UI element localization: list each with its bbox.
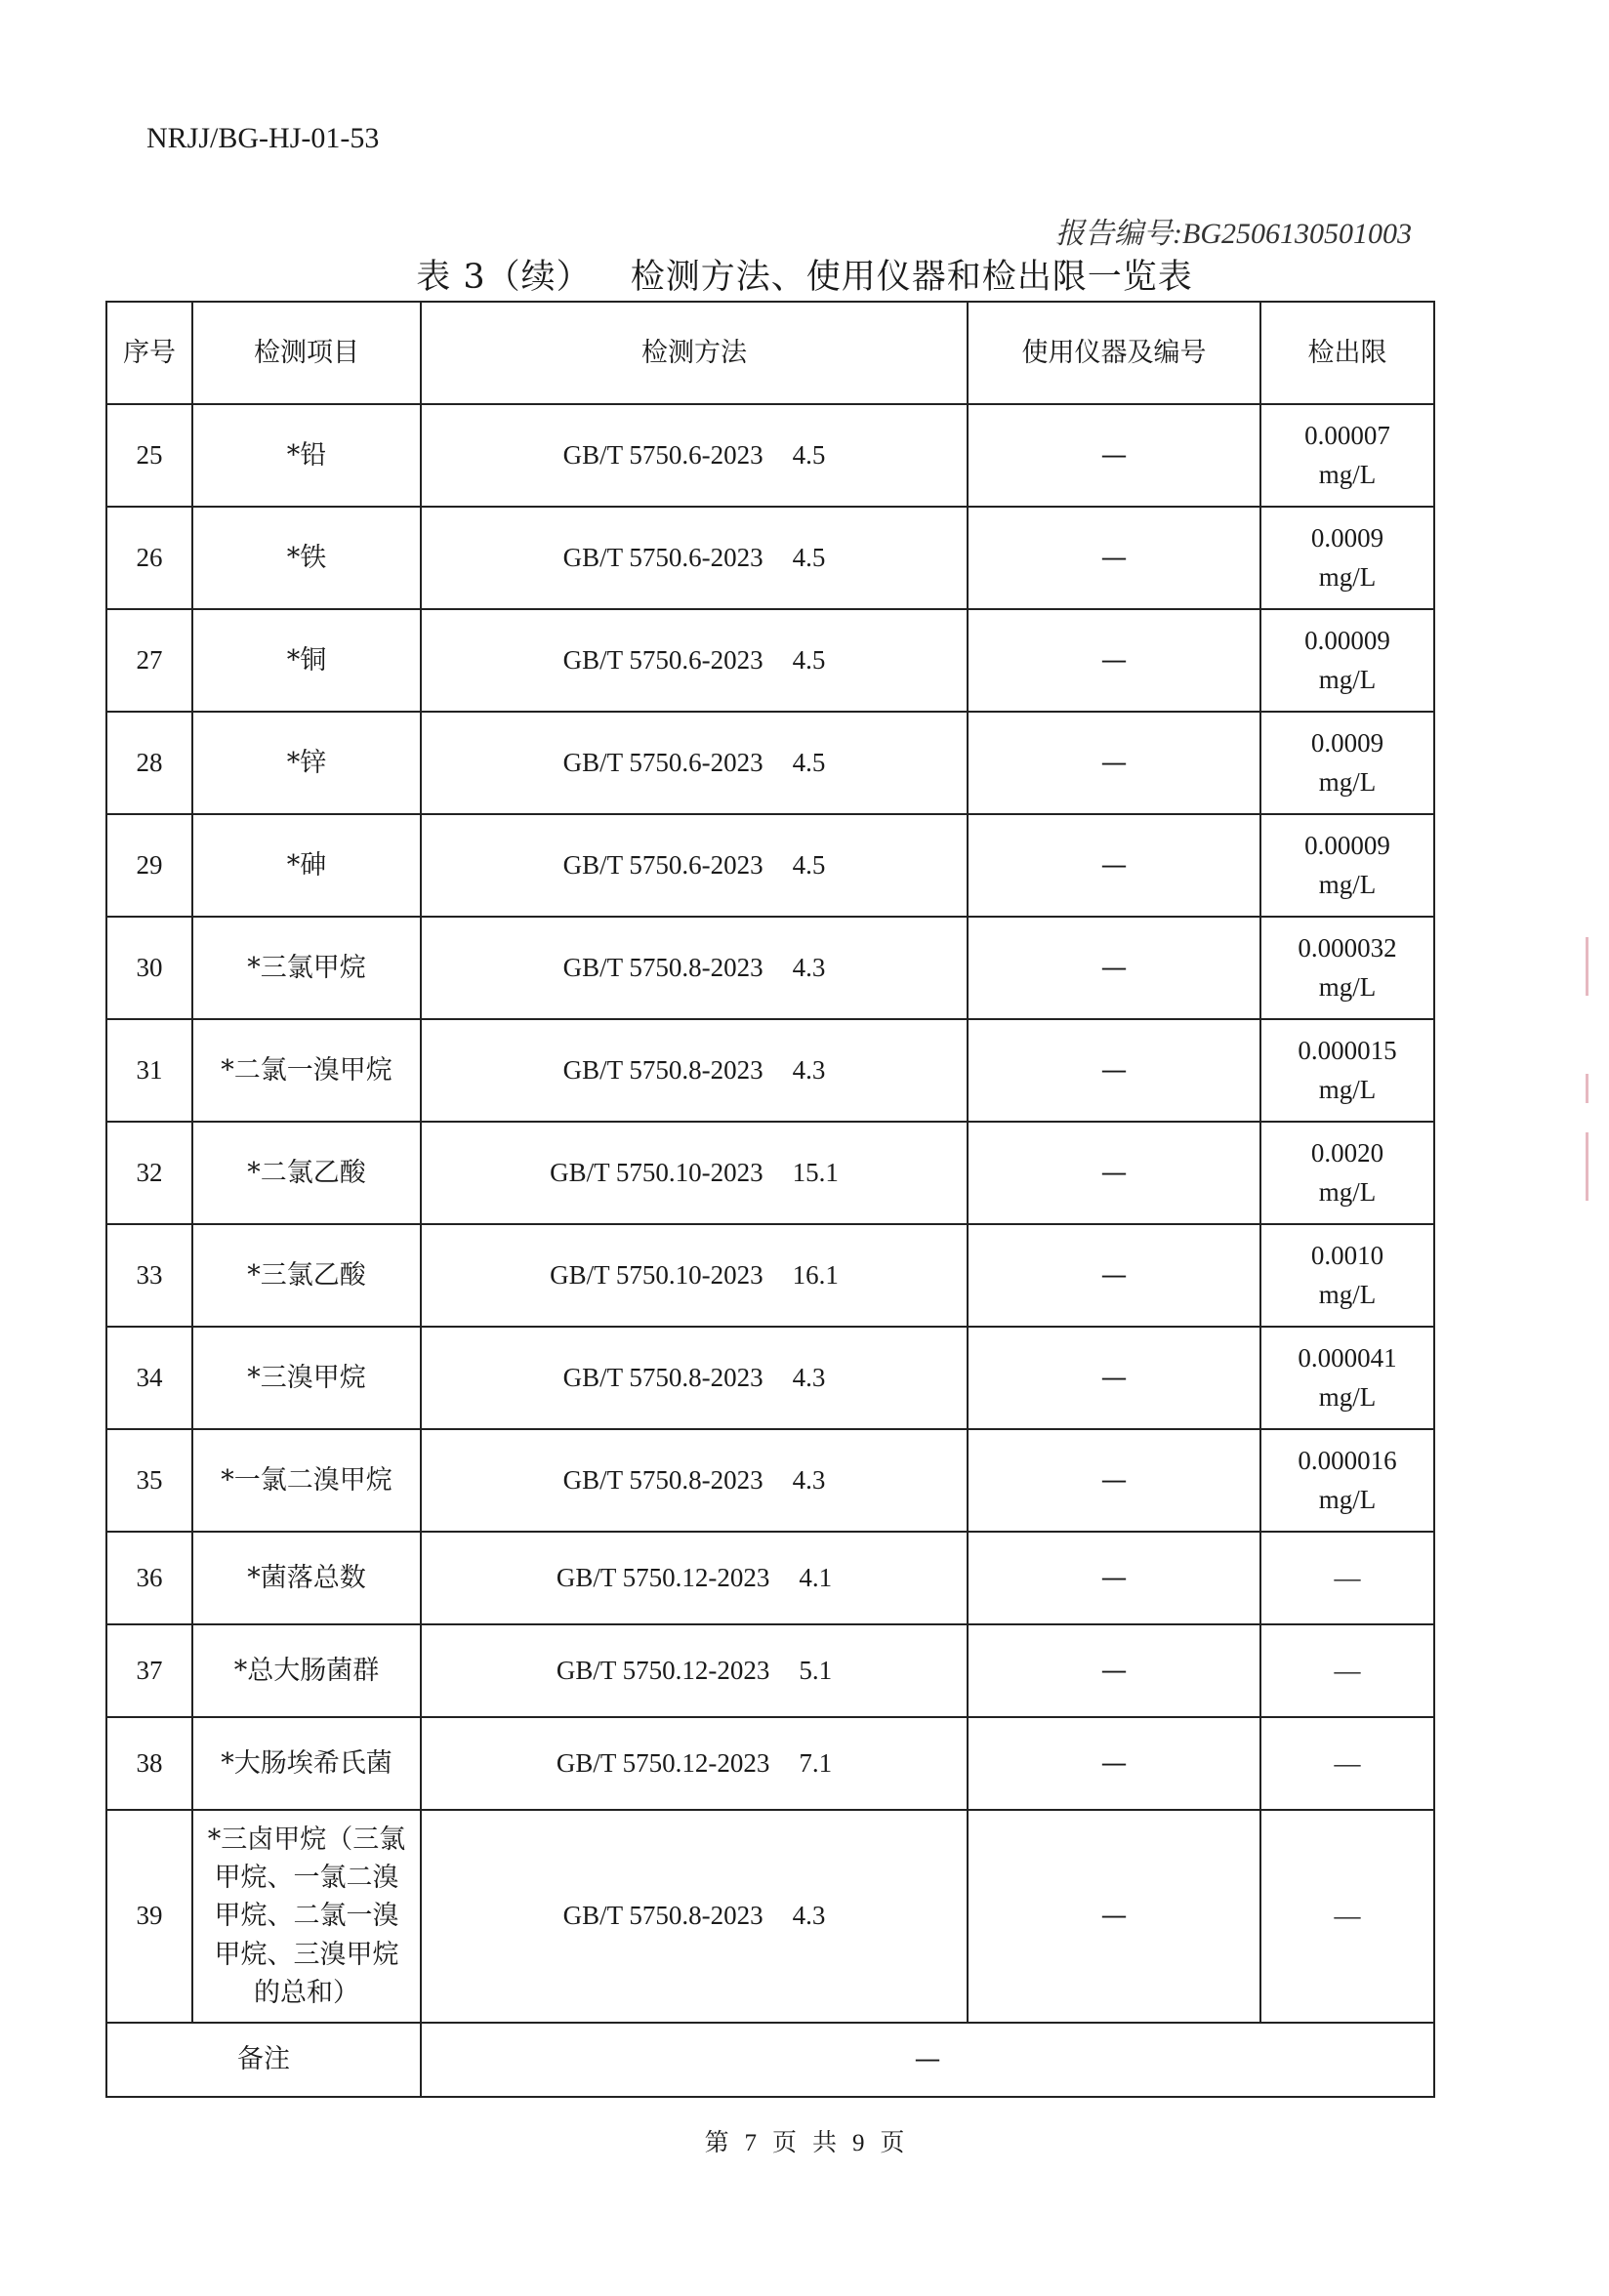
test-method (421, 1624, 968, 1717)
test-item: *二氯乙酸 (192, 1122, 421, 1224)
method-standard: GB/T 5750.8-2023 (562, 1362, 763, 1392)
limit-unit: mg/L (1318, 1176, 1377, 1207)
method-clause: 4.3 (792, 952, 826, 982)
test-item-line: 甲烷、一氯二溴 (214, 1863, 399, 1894)
detection-limit (1260, 507, 1434, 609)
limit-unit: mg/L (1318, 561, 1377, 592)
row-number: 26 (106, 507, 192, 609)
instrument: — (968, 712, 1260, 814)
table-row (106, 1224, 1434, 1327)
instrument: — (968, 404, 1260, 507)
method-standard: GB/T 5750.8-2023 (562, 1901, 763, 1931)
instrument: — (968, 1019, 1260, 1122)
method-standard: GB/T 5750.12-2023 (556, 1562, 770, 1592)
footer-label: 页 (772, 2128, 798, 2156)
row-number: 29 (106, 814, 192, 917)
page-footer (0, 2123, 1609, 2158)
method-standard: GB/T 5750.10-2023 (550, 1157, 763, 1187)
test-method (421, 1532, 968, 1624)
table-row (106, 404, 1434, 507)
test-method (421, 1327, 968, 1429)
test-method (421, 1810, 968, 2023)
method-clause: 4.3 (792, 1054, 826, 1085)
instrument: — (968, 814, 1260, 917)
column-header-instrument: 使用仪器及编号 (968, 302, 1260, 404)
instrument: — (968, 507, 1260, 609)
row-number: 28 (106, 712, 192, 814)
table-caption (0, 250, 1609, 299)
test-item-line: *三卤甲烷（三氯 (207, 1824, 406, 1856)
limit-value: 0.00007 (1304, 421, 1390, 451)
limit-unit: mg/L (1318, 1381, 1377, 1412)
method-standard: GB/T 5750.6-2023 (562, 849, 763, 880)
scan-artifact (1586, 937, 1588, 996)
method-standard: GB/T 5750.8-2023 (562, 1464, 763, 1495)
instrument: — (968, 917, 1260, 1019)
test-item: *菌落总数 (192, 1532, 421, 1624)
instrument: — (968, 1810, 1260, 2023)
method-standard: GB/T 5750.8-2023 (562, 1054, 763, 1085)
column-header-method: 检测方法 (421, 302, 968, 404)
method-clause: 4.3 (792, 1362, 826, 1392)
row-number: 30 (106, 917, 192, 1019)
row-number: 36 (106, 1532, 192, 1624)
limit-unit: mg/L (1318, 869, 1377, 899)
test-item-line: 的总和） (254, 1977, 359, 2008)
scan-artifact (1586, 1132, 1588, 1201)
method-standard: GB/T 5750.10-2023 (550, 1259, 763, 1290)
footer-page-total: 9 (851, 2130, 865, 2156)
method-standard: GB/T 5750.6-2023 (562, 439, 763, 470)
table-caption-number: 表 3（续） (416, 258, 592, 297)
test-method (421, 609, 968, 712)
test-item: *锌 (192, 712, 421, 814)
limit-value: 0.00009 (1304, 831, 1390, 861)
test-item: *三氯甲烷 (192, 917, 421, 1019)
method-standard: GB/T 5750.6-2023 (562, 542, 763, 572)
method-standard: GB/T 5750.6-2023 (562, 747, 763, 777)
detection-limit (1260, 1224, 1434, 1327)
detection-limit (1260, 1122, 1434, 1224)
remarks-row (106, 2023, 1434, 2097)
method-clause: 4.1 (799, 1562, 833, 1592)
test-method (421, 1717, 968, 1810)
table-row (106, 507, 1434, 609)
method-clause: 4.5 (792, 849, 826, 880)
detection-limit (1260, 1327, 1434, 1429)
instrument: — (968, 1224, 1260, 1327)
detection-limit (1260, 712, 1434, 814)
detection-limit (1260, 917, 1434, 1019)
limit-value: 0.000016 (1298, 1446, 1397, 1476)
detection-limit (1260, 814, 1434, 917)
limit-unit: mg/L (1318, 766, 1377, 797)
method-clause: 4.5 (792, 439, 826, 470)
table-row (106, 1810, 1434, 2023)
test-item: *铜 (192, 609, 421, 712)
table-row (106, 917, 1434, 1019)
test-item: *砷 (192, 814, 421, 917)
instrument: — (968, 1532, 1260, 1624)
detection-limit (1260, 1429, 1434, 1532)
table-header-row (106, 302, 1434, 404)
table-row (106, 1717, 1434, 1810)
table-row (106, 1532, 1434, 1624)
column-header-no: 序号 (106, 302, 192, 404)
table-row (106, 1327, 1434, 1429)
report-number: 报告编号:BG2506130501003 (1055, 218, 1412, 250)
detection-limit: — (1260, 1810, 1434, 2023)
test-method (421, 1224, 968, 1327)
row-number: 38 (106, 1717, 192, 1810)
instrument: — (968, 609, 1260, 712)
test-item: *三氯乙酸 (192, 1224, 421, 1327)
table-row (106, 1429, 1434, 1532)
limit-value: 0.000015 (1298, 1036, 1397, 1066)
method-standard: GB/T 5750.12-2023 (556, 1655, 770, 1685)
test-item (192, 1810, 421, 2023)
test-method (421, 1019, 968, 1122)
table-row (106, 1624, 1434, 1717)
column-header-item: 检测项目 (192, 302, 421, 404)
limit-value: 0.000032 (1298, 933, 1397, 964)
limit-value: 0.0009 (1310, 523, 1384, 554)
instrument: — (968, 1327, 1260, 1429)
limit-unit: mg/L (1318, 459, 1377, 489)
table-caption-text: 检测方法、使用仪器和检出限一览表 (630, 258, 1193, 297)
row-number: 25 (106, 404, 192, 507)
detection-limit: — (1260, 1717, 1434, 1810)
scan-artifact (1586, 1074, 1588, 1103)
row-number: 39 (106, 1810, 192, 2023)
limit-unit: mg/L (1318, 1074, 1377, 1104)
row-number: 33 (106, 1224, 192, 1327)
column-header-limit: 检出限 (1260, 302, 1434, 404)
test-item: *铁 (192, 507, 421, 609)
limit-unit: mg/L (1318, 1484, 1377, 1514)
row-number: 32 (106, 1122, 192, 1224)
test-method (421, 404, 968, 507)
row-number: 37 (106, 1624, 192, 1717)
test-item: *总大肠菌群 (192, 1624, 421, 1717)
method-standard: GB/T 5750.6-2023 (562, 644, 763, 675)
table-row (106, 609, 1434, 712)
test-item: *三溴甲烷 (192, 1327, 421, 1429)
method-clause: 4.3 (792, 1901, 826, 1931)
table-row (106, 814, 1434, 917)
method-clause: 4.3 (792, 1464, 826, 1495)
method-clause: 4.5 (792, 644, 826, 675)
test-item: *二氯一溴甲烷 (192, 1019, 421, 1122)
document-code: NRJJ/BG-HJ-01-53 (146, 122, 380, 154)
detection-limit: — (1260, 1532, 1434, 1624)
row-number: 35 (106, 1429, 192, 1532)
table-row (106, 1019, 1434, 1122)
footer-label: 第 (704, 2128, 729, 2156)
test-method (421, 712, 968, 814)
footer-label: 页 (880, 2128, 905, 2156)
test-method (421, 1429, 968, 1532)
row-number: 31 (106, 1019, 192, 1122)
test-item-line: 甲烷、二氯一溴 (214, 1901, 399, 1932)
detection-limit: — (1260, 1624, 1434, 1717)
test-method (421, 814, 968, 917)
table-row (106, 1122, 1434, 1224)
limit-value: 0.0010 (1310, 1241, 1384, 1271)
limit-value: 0.0020 (1310, 1138, 1384, 1168)
instrument: — (968, 1429, 1260, 1532)
test-method (421, 1122, 968, 1224)
remarks-label: 备注 (106, 2023, 421, 2097)
limit-unit: mg/L (1318, 971, 1377, 1002)
test-method (421, 507, 968, 609)
instrument: — (968, 1122, 1260, 1224)
test-item-line: 甲烷、三溴甲烷 (214, 1939, 399, 1970)
test-item: *铅 (192, 404, 421, 507)
limit-value: 0.000041 (1298, 1343, 1397, 1374)
method-clause: 4.5 (792, 542, 826, 572)
limit-value: 0.0009 (1310, 728, 1384, 758)
method-clause: 4.5 (792, 747, 826, 777)
method-clause: 15.1 (792, 1157, 839, 1187)
instrument: — (968, 1624, 1260, 1717)
remarks-value: — (421, 2023, 1434, 2097)
instrument: — (968, 1717, 1260, 1810)
test-item: *大肠埃希氏菌 (192, 1717, 421, 1810)
method-standard: GB/T 5750.8-2023 (562, 952, 763, 982)
footer-page-current: 7 (744, 2130, 758, 2156)
method-clause: 7.1 (799, 1747, 833, 1778)
row-number: 27 (106, 609, 192, 712)
method-standard: GB/T 5750.12-2023 (556, 1747, 770, 1778)
limit-unit: mg/L (1318, 1279, 1377, 1309)
row-number: 34 (106, 1327, 192, 1429)
method-clause: 5.1 (799, 1655, 833, 1685)
test-method (421, 917, 968, 1019)
method-clause: 16.1 (792, 1259, 839, 1290)
table-row (106, 712, 1434, 814)
detection-limit (1260, 404, 1434, 507)
test-item: *一氯二溴甲烷 (192, 1429, 421, 1532)
detection-limit (1260, 1019, 1434, 1122)
limit-value: 0.00009 (1304, 626, 1390, 656)
methods-table (105, 301, 1435, 2098)
detection-limit (1260, 609, 1434, 712)
footer-label: 共 (811, 2128, 837, 2156)
limit-unit: mg/L (1318, 664, 1377, 694)
